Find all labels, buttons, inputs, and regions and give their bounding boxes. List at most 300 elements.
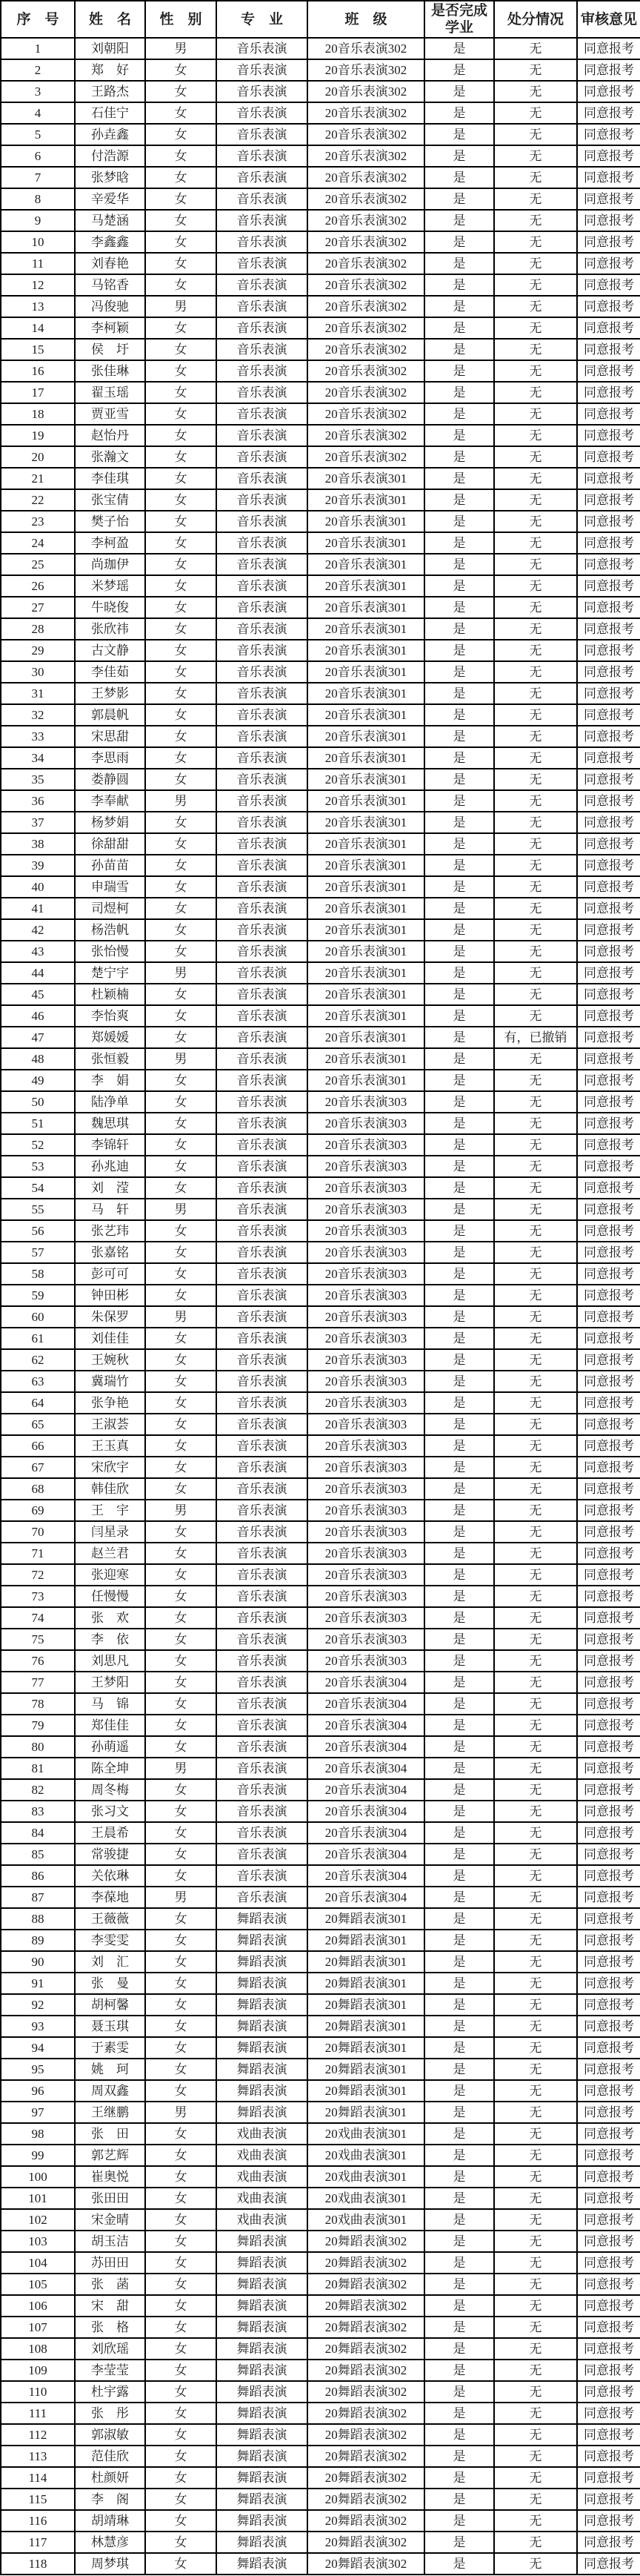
cell-completed: 是 [424, 253, 494, 274]
cell-completed: 是 [424, 1392, 494, 1414]
table-row [1, 1435, 640, 1457]
cell-gender: 女 [145, 360, 216, 382]
cell-major: 音乐表演 [216, 38, 307, 59]
table-row [1, 1220, 640, 1242]
cell-discipline: 无 [494, 1715, 577, 1736]
cell-class: 20舞蹈表演302 [307, 2403, 424, 2424]
cell-completed: 是 [424, 704, 494, 726]
table-row [1, 2317, 640, 2338]
cell-no: 53 [1, 1156, 75, 1177]
table-row [1, 2231, 640, 2252]
cell-class: 20音乐表演303 [307, 1500, 424, 1521]
cell-no: 78 [1, 1693, 75, 1715]
cell-major: 音乐表演 [216, 1693, 307, 1715]
cell-opinion: 同意报考 [577, 1091, 640, 1113]
cell-class: 20音乐表演303 [307, 1328, 424, 1349]
cell-gender: 女 [145, 102, 216, 124]
cell-class: 20音乐表演302 [307, 167, 424, 188]
cell-gender: 女 [145, 1521, 216, 1543]
cell-no: 36 [1, 790, 75, 812]
cell-discipline: 无 [494, 554, 577, 575]
table-row [1, 1693, 640, 1715]
cell-major: 舞蹈表演 [216, 1951, 307, 1973]
cell-discipline: 无 [494, 2059, 577, 2080]
cell-gender: 女 [145, 2338, 216, 2360]
cell-name: 李佳琪 [75, 468, 145, 489]
cell-class: 20音乐表演301 [307, 790, 424, 812]
cell-completed: 是 [424, 1156, 494, 1177]
cell-class: 20音乐表演303 [307, 1607, 424, 1629]
cell-completed: 是 [424, 188, 494, 210]
cell-major: 音乐表演 [216, 532, 307, 554]
header-no: 序 号 [1, 1, 75, 38]
cell-class: 20音乐表演304 [307, 1844, 424, 1865]
cell-name: 米梦瑶 [75, 575, 145, 597]
cell-discipline: 无 [494, 1887, 577, 1908]
cell-name: 申瑞雪 [75, 876, 145, 898]
cell-completed: 是 [424, 1629, 494, 1650]
cell-discipline: 无 [494, 597, 577, 618]
cell-completed: 是 [424, 726, 494, 747]
cell-gender: 女 [145, 2231, 216, 2252]
table-row [1, 2360, 640, 2381]
cell-discipline: 无 [494, 984, 577, 1005]
cell-discipline: 无 [494, 59, 577, 81]
cell-major: 音乐表演 [216, 812, 307, 833]
cell-discipline: 无 [494, 1349, 577, 1371]
cell-gender: 女 [145, 339, 216, 360]
cell-class: 20音乐表演301 [307, 919, 424, 941]
student-name: 李依 [91, 1632, 141, 1646]
cell-discipline: 无 [494, 1844, 577, 1865]
cell-gender: 女 [145, 1973, 216, 1994]
cell-discipline: 无 [494, 2489, 577, 2510]
cell-no: 29 [1, 640, 75, 661]
cell-class: 20舞蹈表演302 [307, 2510, 424, 2532]
cell-no: 83 [1, 1801, 75, 1822]
cell-no: 108 [1, 2338, 75, 2360]
cell-gender: 女 [145, 1994, 216, 2016]
cell-name: 王玉真 [75, 1435, 145, 1457]
cell-completed: 是 [424, 1779, 494, 1801]
cell-no: 25 [1, 554, 75, 575]
cell-class: 20音乐表演302 [307, 38, 424, 59]
cell-discipline: 无 [494, 726, 577, 747]
student-name: 李阁 [91, 2492, 141, 2506]
cell-no: 40 [1, 876, 75, 898]
cell-opinion: 同意报考 [577, 489, 640, 511]
cell-discipline: 无 [494, 532, 577, 554]
cell-name: 李思雨 [75, 747, 145, 769]
cell-major: 音乐表演 [216, 1048, 307, 1070]
cell-major: 音乐表演 [216, 1822, 307, 1844]
cell-discipline: 无 [494, 1091, 577, 1113]
cell-discipline: 无 [494, 1930, 577, 1951]
cell-no: 24 [1, 532, 75, 554]
table-row [1, 1242, 640, 1263]
table-row [1, 1349, 640, 1371]
cell-no: 4 [1, 102, 75, 124]
cell-major: 音乐表演 [216, 425, 307, 446]
cell-gender: 女 [145, 2252, 216, 2274]
cell-completed: 是 [424, 1435, 494, 1457]
cell-no: 89 [1, 1930, 75, 1951]
cell-no: 43 [1, 941, 75, 962]
table-row [1, 1973, 640, 1994]
cell-no: 32 [1, 704, 75, 726]
cell-discipline: 无 [494, 1736, 577, 1758]
cell-discipline: 无 [494, 2553, 577, 2575]
table-row [1, 575, 640, 597]
cell-discipline: 无 [494, 941, 577, 962]
cell-discipline: 无 [494, 876, 577, 898]
cell-opinion: 同意报考 [577, 188, 640, 210]
cell-name: 宋欣宇 [75, 1457, 145, 1478]
cell-gender: 女 [145, 747, 216, 769]
cell-major: 戏曲表演 [216, 2166, 307, 2188]
cell-class: 20音乐表演302 [307, 317, 424, 339]
cell-name: 刘思凡 [75, 1650, 145, 1672]
cell-name: 杜颖楠 [75, 984, 145, 1005]
cell-discipline: 无 [494, 2252, 577, 2274]
cell-major: 音乐表演 [216, 274, 307, 296]
cell-class: 20音乐表演303 [307, 1392, 424, 1414]
cell-name: 辛爱华 [75, 188, 145, 210]
cell-discipline: 无 [494, 1973, 577, 1994]
cell-completed: 是 [424, 898, 494, 919]
cell-class: 20音乐表演301 [307, 554, 424, 575]
cell-discipline: 无 [494, 919, 577, 941]
cell-discipline: 无 [494, 2532, 577, 2553]
cell-name: 陈全坤 [75, 1758, 145, 1779]
cell-name: 郭淑敏 [75, 2424, 145, 2446]
cell-name: 刘佳佳 [75, 1328, 145, 1349]
cell-name [75, 2059, 145, 2080]
cell-no: 60 [1, 1306, 75, 1328]
cell-discipline: 无 [494, 468, 577, 489]
cell-opinion: 同意报考 [577, 554, 640, 575]
cell-discipline: 无 [494, 618, 577, 640]
cell-completed: 是 [424, 2295, 494, 2317]
cell-completed: 是 [424, 145, 494, 167]
cell-gender: 女 [145, 1242, 216, 1263]
cell-gender: 女 [145, 59, 216, 81]
cell-discipline: 无 [494, 188, 577, 210]
cell-discipline: 无 [494, 425, 577, 446]
cell-class: 20音乐表演303 [307, 1435, 424, 1457]
cell-opinion: 同意报考 [577, 2360, 640, 2381]
table-row [1, 296, 640, 317]
cell-major: 舞蹈表演 [216, 2231, 307, 2252]
cell-major: 音乐表演 [216, 446, 307, 468]
cell-no: 98 [1, 2123, 75, 2145]
cell-completed: 是 [424, 1328, 494, 1349]
table-row [1, 1500, 640, 1521]
cell-major: 音乐表演 [216, 597, 307, 618]
cell-major: 音乐表演 [216, 511, 307, 532]
cell-major: 音乐表演 [216, 618, 307, 640]
cell-discipline: 无 [494, 683, 577, 704]
cell-no: 91 [1, 1973, 75, 1994]
cell-major: 音乐表演 [216, 1672, 307, 1693]
cell-major: 音乐表演 [216, 1134, 307, 1156]
cell-completed: 是 [424, 511, 494, 532]
cell-gender: 女 [145, 1672, 216, 1693]
table-row [1, 2553, 640, 2575]
cell-class: 20舞蹈表演301 [307, 1951, 424, 1973]
cell-completed: 是 [424, 1220, 494, 1242]
cell-completed: 是 [424, 1736, 494, 1758]
table-row [1, 1285, 640, 1306]
cell-gender: 女 [145, 554, 216, 575]
cell-opinion: 同意报考 [577, 575, 640, 597]
cell-no: 64 [1, 1392, 75, 1414]
cell-opinion: 同意报考 [577, 403, 640, 425]
cell-completed: 是 [424, 1887, 494, 1908]
table-row [1, 2016, 640, 2037]
cell-no: 94 [1, 2037, 75, 2059]
cell-name: 王薇薇 [75, 1908, 145, 1930]
cell-completed: 是 [424, 2403, 494, 2424]
cell-major: 舞蹈表演 [216, 1973, 307, 1994]
cell-name: 牛晓俊 [75, 597, 145, 618]
cell-no: 55 [1, 1199, 75, 1220]
cell-no: 76 [1, 1650, 75, 1672]
cell-major: 舞蹈表演 [216, 2510, 307, 2532]
cell-major: 音乐表演 [216, 1392, 307, 1414]
cell-name: 郑佳佳 [75, 1715, 145, 1736]
cell-completed: 是 [424, 2489, 494, 2510]
cell-gender: 女 [145, 1650, 216, 1672]
cell-major: 音乐表演 [216, 81, 307, 102]
cell-major: 舞蹈表演 [216, 1930, 307, 1951]
cell-name [75, 1973, 145, 1994]
cell-discipline: 无 [494, 1521, 577, 1543]
cell-gender: 女 [145, 1220, 216, 1242]
cell-no: 50 [1, 1091, 75, 1113]
cell-no: 5 [1, 124, 75, 145]
table-row [1, 962, 640, 984]
cell-completed: 是 [424, 1543, 494, 1564]
table-row [1, 2338, 640, 2360]
cell-opinion: 同意报考 [577, 2424, 640, 2446]
cell-major: 舞蹈表演 [216, 2403, 307, 2424]
cell-name: 刘朝阳 [75, 38, 145, 59]
cell-opinion: 同意报考 [577, 1865, 640, 1887]
cell-name: 李佳茹 [75, 661, 145, 683]
cell-discipline: 无 [494, 661, 577, 683]
student-name: 侯圩 [91, 342, 141, 357]
cell-opinion: 同意报考 [577, 962, 640, 984]
table-row [1, 210, 640, 231]
cell-opinion: 同意报考 [577, 2532, 640, 2553]
header-discipline: 处分情况 [494, 1, 577, 38]
cell-opinion: 同意报考 [577, 1177, 640, 1199]
cell-opinion: 同意报考 [577, 833, 640, 855]
cell-gender: 女 [145, 941, 216, 962]
cell-gender: 女 [145, 661, 216, 683]
cell-discipline: 无 [494, 1951, 577, 1973]
cell-name [75, 1951, 145, 1973]
cell-discipline: 无 [494, 1113, 577, 1134]
cell-completed: 是 [424, 2209, 494, 2231]
cell-class: 20音乐表演301 [307, 812, 424, 833]
cell-name: 周双鑫 [75, 2080, 145, 2102]
cell-class: 20音乐表演303 [307, 1177, 424, 1199]
cell-completed: 是 [424, 1349, 494, 1371]
cell-name: 周梦琪 [75, 2553, 145, 2575]
cell-class: 20音乐表演302 [307, 231, 424, 253]
table-row [1, 2532, 640, 2553]
cell-gender: 男 [145, 2102, 216, 2123]
table-row [1, 747, 640, 769]
cell-name: 韩佳欣 [75, 1478, 145, 1500]
cell-major: 音乐表演 [216, 1199, 307, 1220]
cell-name: 郭艺辉 [75, 2145, 145, 2166]
cell-discipline: 无 [494, 2467, 577, 2489]
cell-class: 20音乐表演301 [307, 511, 424, 532]
student-name: 郑好 [91, 63, 141, 77]
cell-gender: 女 [145, 1349, 216, 1371]
cell-discipline: 无 [494, 1048, 577, 1070]
cell-major: 音乐表演 [216, 747, 307, 769]
cell-no: 26 [1, 575, 75, 597]
cell-discipline: 无 [494, 2209, 577, 2231]
cell-discipline: 无 [494, 2381, 577, 2403]
cell-discipline: 无 [494, 145, 577, 167]
cell-opinion: 同意报考 [577, 1994, 640, 2016]
cell-gender: 女 [145, 124, 216, 145]
cell-completed: 是 [424, 1306, 494, 1328]
cell-class: 20音乐表演304 [307, 1865, 424, 1887]
table-row [1, 2080, 640, 2102]
cell-opinion: 同意报考 [577, 1736, 640, 1758]
cell-no: 47 [1, 1027, 75, 1048]
cell-major: 舞蹈表演 [216, 2532, 307, 2553]
cell-name: 付浩源 [75, 145, 145, 167]
cell-discipline: 无 [494, 1607, 577, 1629]
cell-opinion: 同意报考 [577, 1070, 640, 1091]
cell-major: 音乐表演 [216, 360, 307, 382]
cell-major: 舞蹈表演 [216, 2080, 307, 2102]
cell-gender: 女 [145, 2553, 216, 2575]
cell-completed: 是 [424, 2059, 494, 2080]
cell-name: 张欣祎 [75, 618, 145, 640]
cell-discipline: 无 [494, 1392, 577, 1414]
cell-opinion: 同意报考 [577, 1543, 640, 1564]
cell-completed: 是 [424, 618, 494, 640]
table-row [1, 1392, 640, 1414]
cell-opinion: 同意报考 [577, 2510, 640, 2532]
cell-gender: 女 [145, 855, 216, 876]
cell-discipline: 无 [494, 2424, 577, 2446]
cell-completed: 是 [424, 1070, 494, 1091]
cell-discipline: 无 [494, 2317, 577, 2338]
cell-opinion: 同意报考 [577, 1500, 640, 1521]
cell-major: 音乐表演 [216, 704, 307, 726]
cell-opinion: 同意报考 [577, 1779, 640, 1801]
cell-major: 音乐表演 [216, 231, 307, 253]
cell-completed: 是 [424, 1822, 494, 1844]
student-name: 张曼 [91, 1976, 141, 1990]
cell-major: 音乐表演 [216, 382, 307, 403]
cell-opinion: 同意报考 [577, 1844, 640, 1865]
cell-name [75, 59, 145, 81]
cell-opinion: 同意报考 [577, 1607, 640, 1629]
cell-opinion: 同意报考 [577, 1392, 640, 1414]
cell-opinion: 同意报考 [577, 2338, 640, 2360]
cell-class: 20音乐表演303 [307, 1306, 424, 1328]
cell-opinion: 同意报考 [577, 2317, 640, 2338]
cell-opinion: 同意报考 [577, 597, 640, 618]
cell-class: 20音乐表演303 [307, 1113, 424, 1134]
cell-opinion: 同意报考 [577, 769, 640, 790]
cell-completed: 是 [424, 1973, 494, 1994]
cell-name: 张习文 [75, 1801, 145, 1822]
cell-discipline: 无 [494, 575, 577, 597]
cell-major: 音乐表演 [216, 1564, 307, 1586]
table-row [1, 1263, 640, 1285]
cell-opinion: 同意报考 [577, 1027, 640, 1048]
cell-class: 20舞蹈表演301 [307, 2016, 424, 2037]
cell-class: 20戏曲表演301 [307, 2209, 424, 2231]
cell-name: 聂玉琪 [75, 2016, 145, 2037]
table-row [1, 468, 640, 489]
cell-no: 71 [1, 1543, 75, 1564]
cell-discipline: 无 [494, 1435, 577, 1457]
cell-gender: 女 [145, 1908, 216, 1930]
table-row [1, 1994, 640, 2016]
cell-no: 57 [1, 1242, 75, 1263]
cell-gender: 女 [145, 1371, 216, 1392]
student-name: 张菡 [91, 2277, 141, 2291]
cell-name: 闫星录 [75, 1521, 145, 1543]
cell-class: 20音乐表演303 [307, 1629, 424, 1650]
cell-opinion: 同意报考 [577, 1521, 640, 1543]
cell-no: 79 [1, 1715, 75, 1736]
cell-no: 67 [1, 1457, 75, 1478]
cell-major: 音乐表演 [216, 468, 307, 489]
cell-no: 52 [1, 1134, 75, 1156]
cell-no: 109 [1, 2360, 75, 2381]
cell-gender: 女 [145, 1865, 216, 1887]
cell-no: 100 [1, 2166, 75, 2188]
cell-name: 楚宁宇 [75, 962, 145, 984]
cell-completed: 是 [424, 2016, 494, 2037]
table-row [1, 339, 640, 360]
cell-discipline: 无 [494, 1306, 577, 1328]
cell-major: 舞蹈表演 [216, 2016, 307, 2037]
cell-gender: 女 [145, 1177, 216, 1199]
cell-no: 111 [1, 2403, 75, 2424]
student-name: 张彤 [91, 2406, 141, 2420]
cell-completed: 是 [424, 1564, 494, 1586]
cell-no: 77 [1, 1672, 75, 1693]
table-row [1, 769, 640, 790]
cell-no: 7 [1, 167, 75, 188]
cell-opinion: 同意报考 [577, 2489, 640, 2510]
cell-major: 音乐表演 [216, 1844, 307, 1865]
cell-opinion: 同意报考 [577, 1242, 640, 1263]
cell-class: 20音乐表演301 [307, 597, 424, 618]
cell-opinion: 同意报考 [577, 618, 640, 640]
cell-name: 司煜柯 [75, 898, 145, 919]
cell-name: 贾亚雪 [75, 403, 145, 425]
cell-name: 杜颜妍 [75, 2467, 145, 2489]
cell-no: 69 [1, 1500, 75, 1521]
cell-completed: 是 [424, 339, 494, 360]
cell-opinion: 同意报考 [577, 1457, 640, 1478]
